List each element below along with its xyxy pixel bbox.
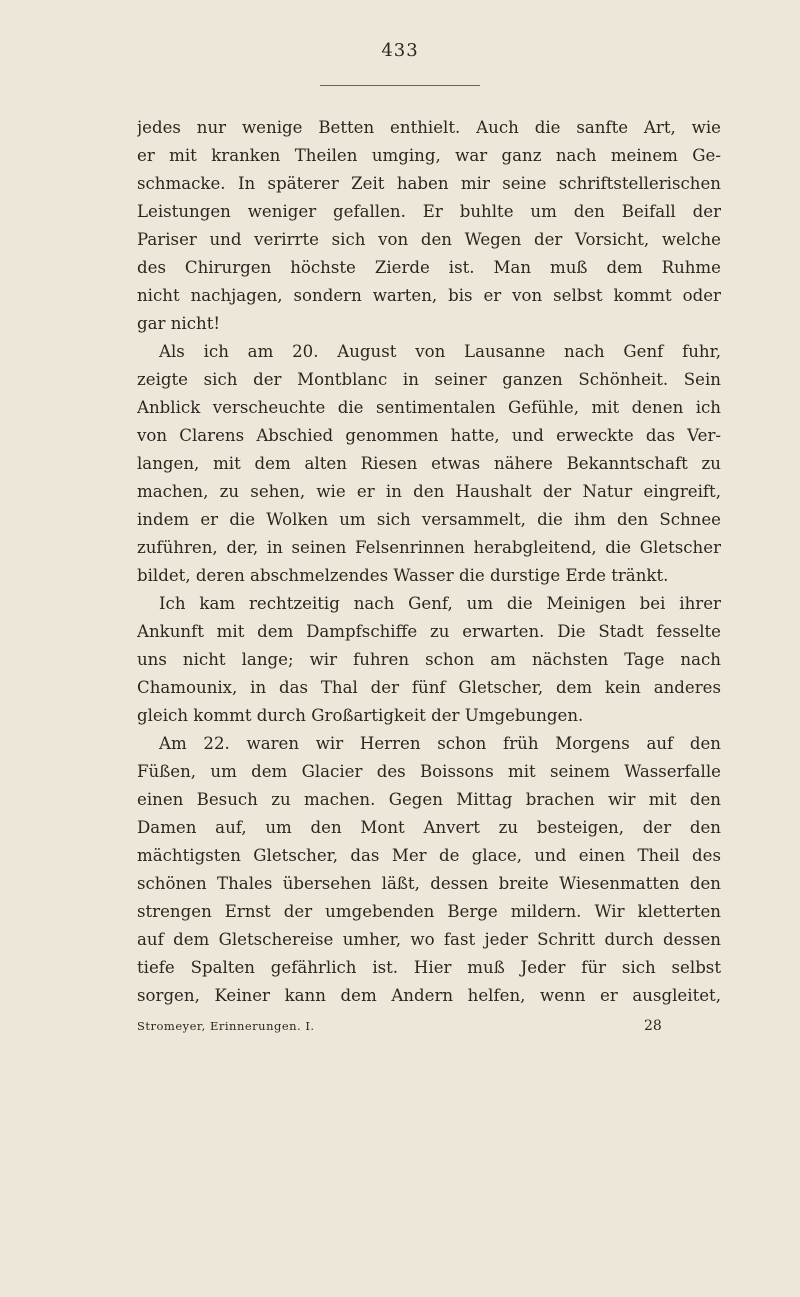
text-line: machen, zu sehen, wie er in den Haushalt der Natur eingreift, <box>137 482 721 501</box>
text-line: Leistungen weniger gefallen. Er buhlte um den Beifall der <box>137 202 721 221</box>
header-rule <box>320 85 480 86</box>
text-line: Chamounix, in das Thal der fünf Gletscher, dem kein anderes <box>137 678 721 697</box>
text-line: zuführen, der, in seinen Felsenrinnen herabgleitend, die Gletscher <box>137 538 721 557</box>
text-line: zeigte sich der Montblanc in seiner ganzen Schönheit. Sein <box>137 370 721 389</box>
text-line: sorgen, Keiner kann dem Andern helfen, wenn er ausgleitet, <box>137 986 721 1005</box>
text-line: uns nicht lange; wir fuhren schon am nächsten Tage nach <box>137 650 721 669</box>
body-text <box>137 114 721 1038</box>
signature-mark: Stromeyer, Erinnerungen. I. <box>137 1019 315 1033</box>
sheet-number: 28 <box>644 1018 662 1034</box>
text-line: Füßen, um dem Glacier des Boissons mit seinem Wasserfalle <box>137 762 721 781</box>
text-line: Ankunft mit dem Dampfschiffe zu erwarten. Die Stadt fesselte <box>137 622 721 641</box>
text-line: auf dem Gletschereise umher, wo fast jeder Schritt durch dessen <box>137 930 721 949</box>
text-line: strengen Ernst der umgebenden Berge mildern. Wir kletterten <box>137 902 721 921</box>
text-line: schönen Thales übersehen läßt, dessen breite Wiesenmatten den <box>137 874 721 893</box>
page-footer <box>137 1010 721 1038</box>
text-line: schmacke. In späterer Zeit haben mir seine schriftstellerischen <box>137 174 721 193</box>
text-line: Damen auf, um den Mont Anvert zu besteigen, der den <box>137 818 721 837</box>
text-line: tiefe Spalten gefährlich ist. Hier muß Jeder für sich selbst <box>137 958 721 977</box>
text-line: langen, mit dem alten Riesen etwas nähere Bekanntschaft zu <box>137 454 721 473</box>
text-line: Pariser und verirrte sich von den Wegen der Vorsicht, welche <box>137 230 721 249</box>
page-number: 433 <box>381 40 419 61</box>
text-line: jedes nur wenige Betten enthielt. Auch die sanfte Art, wie <box>137 118 721 137</box>
text-line: mächtigsten Gletscher, das Mer de glace, und einen Theil des <box>137 846 721 865</box>
text-line: Anblick verscheuchte die sentimentalen Gefühle, mit denen ich <box>137 398 721 417</box>
text-line: des Chirurgen höchste Zierde ist. Man muß dem Ruhme <box>137 258 721 277</box>
text-line: einen Besuch zu machen. Gegen Mittag brachen wir mit den <box>137 790 721 809</box>
text-line: gleich kommt durch Großartigkeit der Umgebungen. <box>137 706 584 725</box>
text-line: nicht nachjagen, sondern warten, bis er von selbst kommt oder <box>137 286 721 305</box>
text-line: Ich kam rechtzeitig nach Genf, um die Meinigen bei ihrer <box>159 594 721 613</box>
text-line: gar nicht! <box>137 314 221 333</box>
text-line: indem er die Wolken um sich versammelt, die ihm den Schnee <box>137 510 721 529</box>
text-line: bildet, deren abschmelzendes Wasser die durstige Erde tränkt. <box>137 566 669 585</box>
text-line: Am 22. waren wir Herren schon früh Morgens auf den <box>159 734 721 753</box>
text-line: Als ich am 20. August von Lausanne nach Genf fuhr, <box>159 342 721 361</box>
text-line: von Clarens Abschied genommen hatte, und erweckte das Ver- <box>137 426 721 445</box>
text-line: er mit kranken Theilen umging, war ganz nach meinem Ge- <box>137 146 721 165</box>
